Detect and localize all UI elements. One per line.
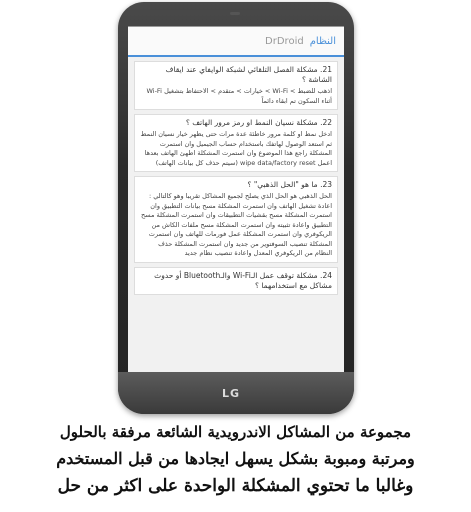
faq-card[interactable] bbox=[134, 267, 338, 295]
faq-question: 23. ما هو "الحل الذهبي" ؟ bbox=[247, 180, 332, 189]
faq-question: 21. مشكلة الفصل التلقائي لشبكة الوايفاي عند ايقاف الشاشة ؟ bbox=[165, 65, 332, 84]
caption-line-1: مجموعة من المشاكل الاندرويدية الشائعة مرفقة بالحلول bbox=[59, 423, 412, 441]
faq-card[interactable] bbox=[134, 176, 338, 263]
caption-line-2: ومرتبة ومبوبة بشكل يسهل ايجادها من قبل المستخدم bbox=[56, 449, 415, 468]
app-title-ar[interactable]: النظام bbox=[309, 35, 336, 47]
faq-question: 22. مشكلة نسيان النمط او رمز مرور الهاتف ؟ bbox=[185, 118, 332, 127]
faq-card[interactable] bbox=[134, 61, 338, 110]
caption-line-3: وغالبا ما تحتوي المشكلة الواحدة على اكثر من حل bbox=[57, 476, 414, 496]
faq-answer: ادخل نمط او كلمة مرور خاطئة عدة مرات حتى يظهر خيار نسيان النمط ثم استعد الوصول لهاتفك باستخدام حساب الجيميل وان استمرت المشكلة راجع هذا الموضوع وان استمرت المشكلة اطهئ الهاتف بعدها اعمل wipe data/factory reset (سيتم حذف كل بيانات الهاتف) bbox=[140, 130, 332, 167]
phone-speaker bbox=[230, 12, 240, 15]
faq-card[interactable] bbox=[134, 114, 338, 172]
app-bar bbox=[128, 27, 344, 57]
faq-answer: اذهب للضبط > Wi-Fi > خيارات > متقدم > الاحتفاظ بتشغيل Wi-Fi أثناء السكون تم ابقاء دائماً bbox=[146, 87, 332, 105]
app-title-en: DrDroid bbox=[265, 35, 304, 47]
lg-logo: LG bbox=[222, 387, 241, 400]
phone-screen bbox=[128, 26, 344, 373]
phone-device bbox=[118, 2, 354, 414]
faq-question: 24. مشكلة توقف عمل الـWi-Fi والـBluetooth أو حدوث مشاكل مع استخدامهما ؟ bbox=[154, 270, 332, 290]
faq-answer: الحل الذهبي هو الحل الذي يصلح لجميع المشاكل تقريبا وهو كالتالي : اعادة تشغيل الهاتف وان استمرت المشكلة مسح بيانات التطبيق وان استمرت المشكلة مسح بقشيات التطبيقات وان استمرت المشكلة مسح التطبيق واعادة تثبيته وان استمرت المشكلة مسح ملفات الكاش من الريكوفري وان استمرت المشكلة عمل فورمات للهاتف وان استمرت المشكلة تنصيب السوفتوير من جديد وان استمرت المشكلة حذف النظام من الريكوفري المعدل واعادة تنصيب نظام جديد bbox=[140, 192, 332, 257]
